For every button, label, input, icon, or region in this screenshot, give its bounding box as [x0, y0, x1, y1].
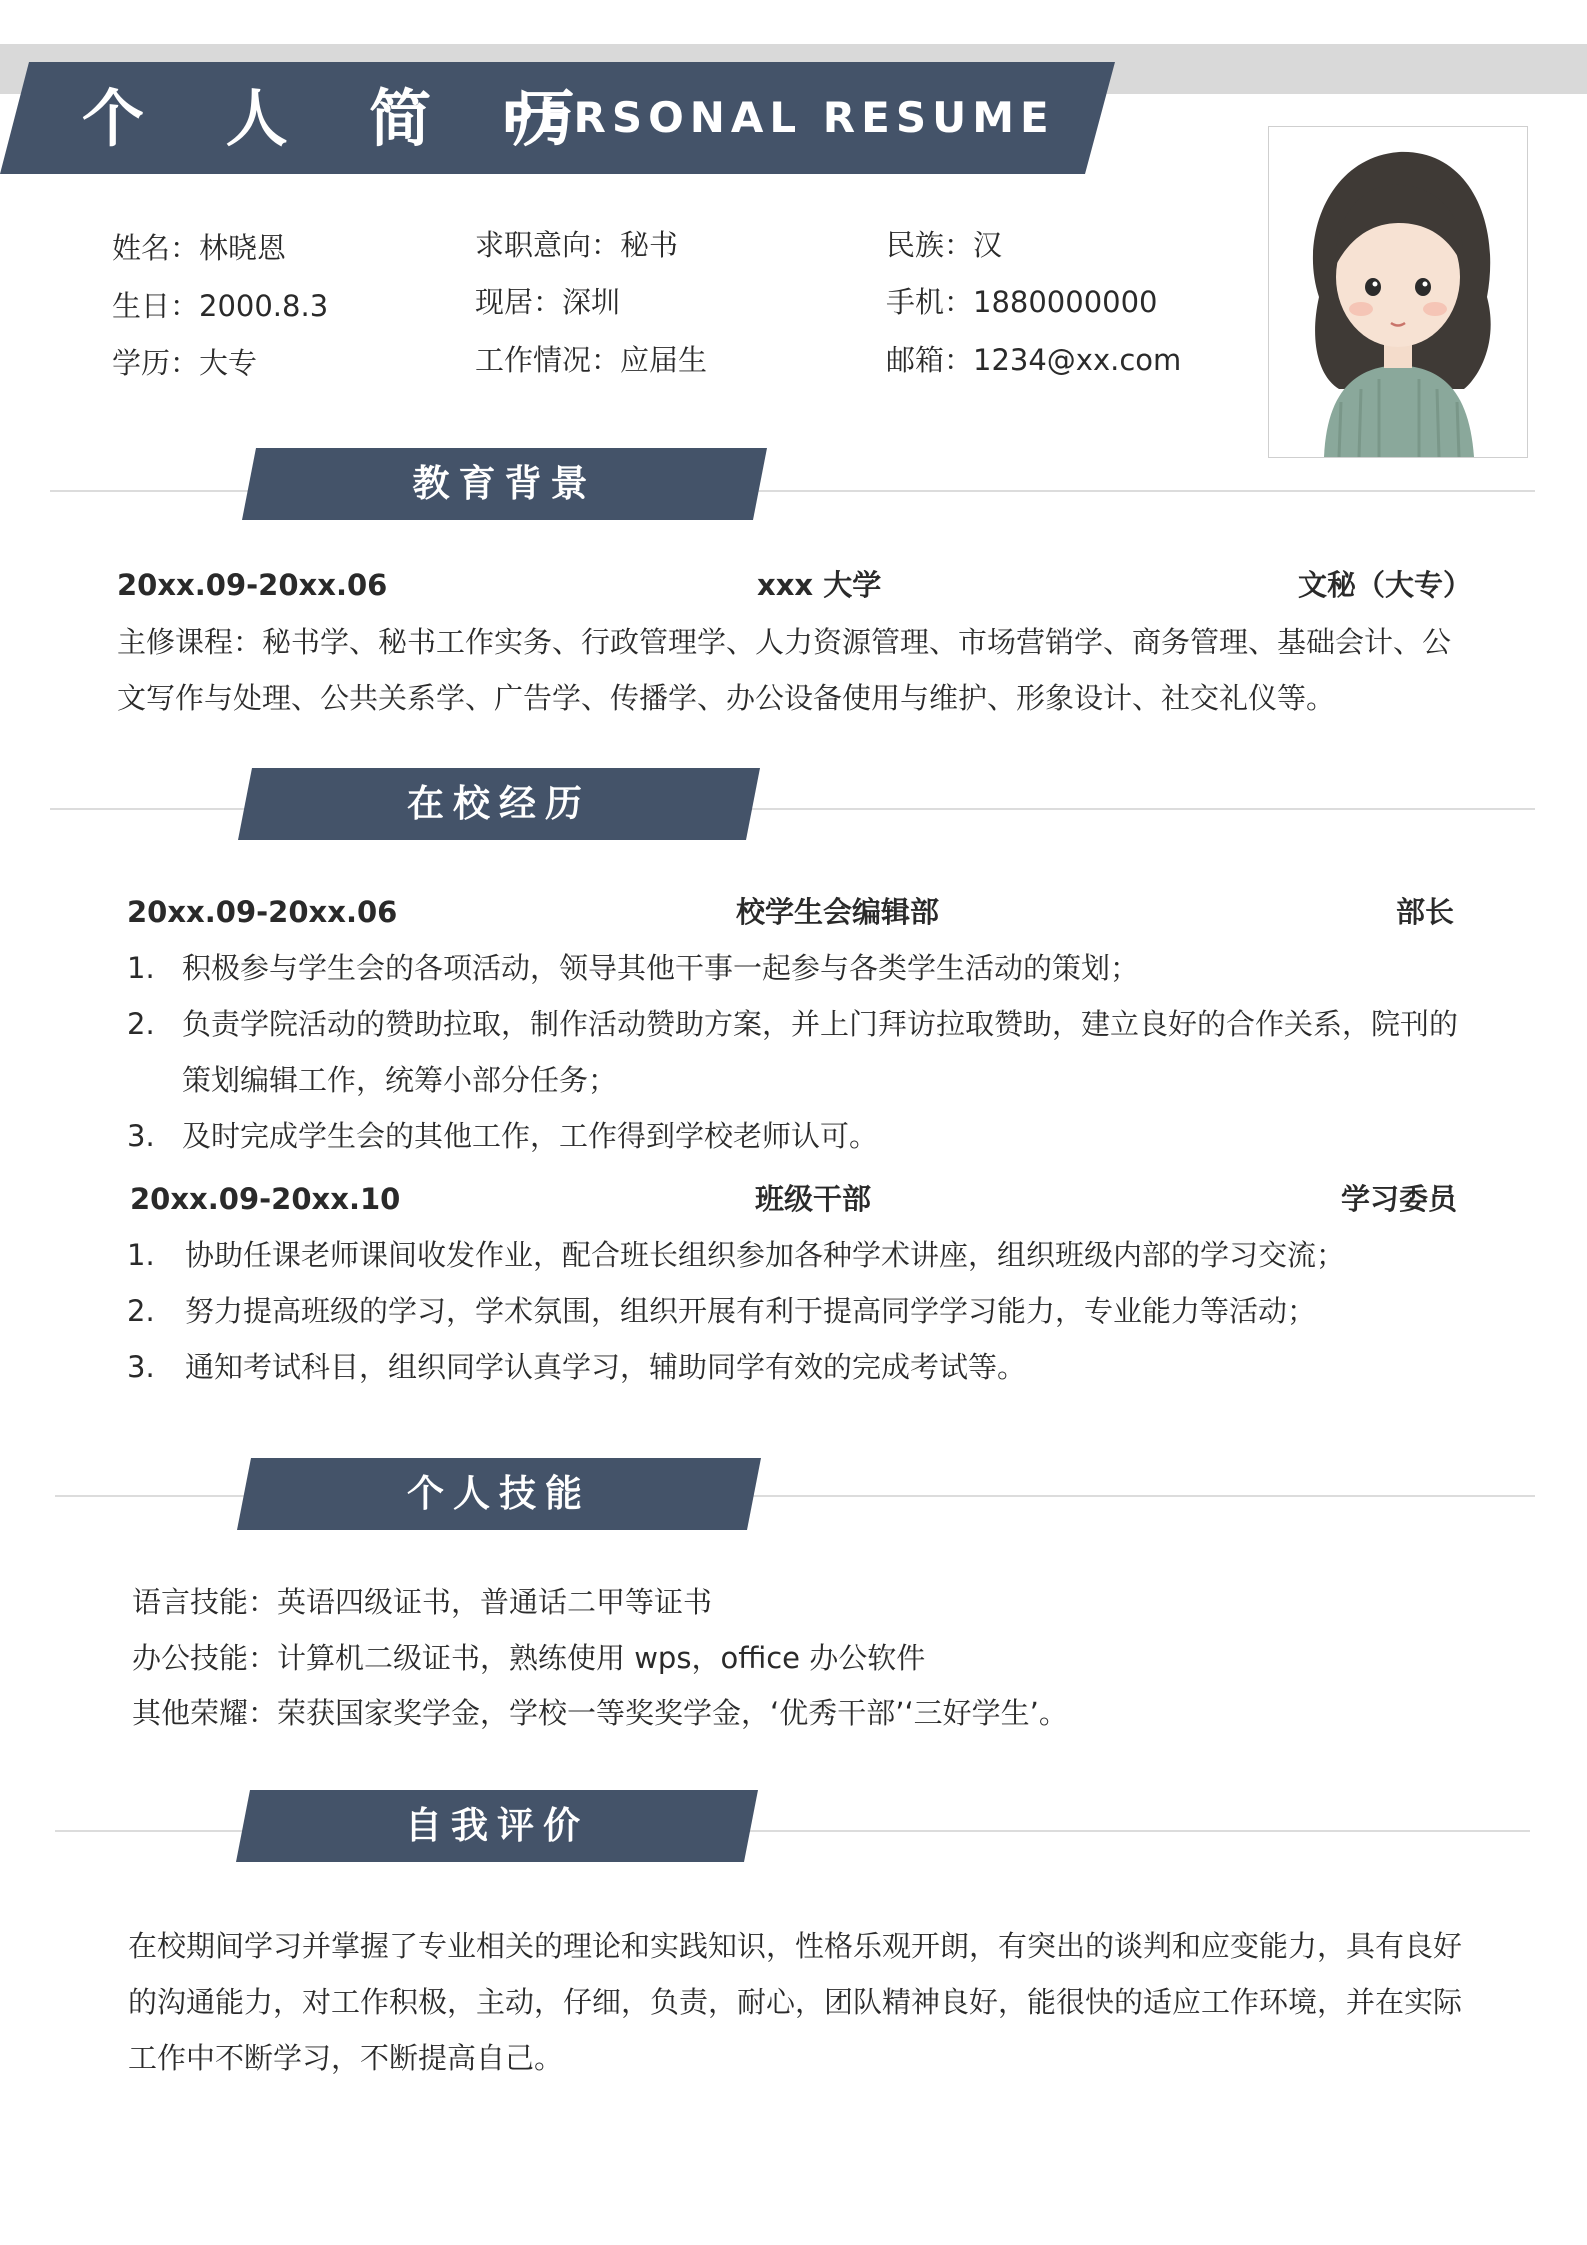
resume-title-en: PERSONAL RESUME: [502, 93, 1055, 142]
education-period: 20xx.09-20xx.06: [117, 568, 388, 602]
info-ethnicity: 民族：汉: [886, 228, 1003, 262]
info-phone: 手机：1880000000: [886, 285, 1158, 319]
campus-entry-period: 20xx.09-20xx.06: [127, 895, 398, 929]
self-evaluation-text: 在校期间学习并掌握了专业相关的理论和实践知识，性格乐观开朗，有突出的谈判和应变能力，具有良好的沟通能力，对工作积极，主动，仔细，负责，耐心，团队精神良好，能很快的适应工作环境，并在实际工作中不断学习，不断提高自己。: [128, 1929, 1463, 2075]
campus-entry-role: 部长: [1396, 895, 1455, 929]
info-birth: 生日：2000.8.3: [112, 289, 329, 323]
profile-photo: [1268, 126, 1528, 458]
section-title-campus: 在校经历: [407, 782, 591, 825]
campus-entry-org: 校学生会编辑部: [736, 895, 940, 929]
info-work-status: 工作情况：应届生: [475, 343, 708, 377]
info-name: 姓名：林晓恩: [112, 231, 287, 265]
education-major: 文秘（大专）: [1298, 568, 1473, 602]
section-title-skills: 个人技能: [407, 1472, 591, 1515]
skills-office: 办公技能：计算机二级证书，熟练使用 wps，office 办公软件: [132, 1641, 926, 1675]
campus-entry-org: 班级干部: [755, 1182, 872, 1216]
list-item-number: 2.: [127, 1007, 155, 1041]
education-courses: 主修课程：秘书学、秘书工作实务、行政管理学、人力资源管理、市场营销学、商务管理、基础会计、公文写作与处理、公共关系学、广告学、传播学、办公设备使用与维护、形象设计、社交礼仪等。: [117, 625, 1452, 715]
list-item: 通知考试科目，组织同学认真学习，辅助同学有效的完成考试等。: [185, 1350, 1027, 1384]
list-item: 协助任课老师课间收发作业，配合班长组织参加各种学术讲座，组织班级内部的学习交流；: [185, 1238, 1346, 1272]
section-title-education: 教育背景: [412, 462, 597, 505]
info-residence: 现居：深圳: [475, 285, 621, 319]
skills-honors: 其他荣耀：荣获国家奖学金，学校一等奖奖学金，‘优秀干部’‘三好学生’。: [132, 1696, 1068, 1730]
list-item: 负责学院活动的赞助拉取，制作活动赞助方案，并上门拜访拉取赞助，建立良好的合作关系，院刊的策划编辑工作，统筹小部分任务；: [182, 1007, 1459, 1097]
list-item-number: 3.: [127, 1350, 155, 1384]
info-education: 学历：大专: [112, 346, 258, 380]
skills-language: 语言技能：英语四级证书，普通话二甲等证书: [132, 1585, 713, 1619]
list-item: 积极参与学生会的各项活动，领导其他干事一起参与各类学生活动的策划；: [182, 951, 1140, 985]
campus-entry-role: 学习委员: [1341, 1182, 1458, 1216]
info-email: 邮箱：1234@xx.com: [886, 343, 1182, 377]
list-item-number: 1.: [127, 1238, 155, 1272]
list-item-number: 3.: [127, 1119, 155, 1153]
info-job-intent: 求职意向：秘书: [475, 228, 679, 262]
education-school: xxx 大学: [757, 568, 882, 602]
list-item-number: 1.: [127, 951, 155, 985]
list-item-number: 2.: [127, 1294, 155, 1328]
avatar-illustration: [1269, 127, 1527, 457]
campus-entry-period: 20xx.09-20xx.10: [130, 1182, 401, 1216]
list-item: 及时完成学生会的其他工作，工作得到学校老师认可。: [182, 1119, 879, 1153]
list-item: 努力提高班级的学习，学术氛围，组织开展有利于提高同学学习能力，专业能力等活动；: [185, 1294, 1317, 1328]
section-title-self-eval: 自我评价: [405, 1804, 589, 1847]
resume-title-cn: 个 人 简 历: [82, 82, 605, 155]
